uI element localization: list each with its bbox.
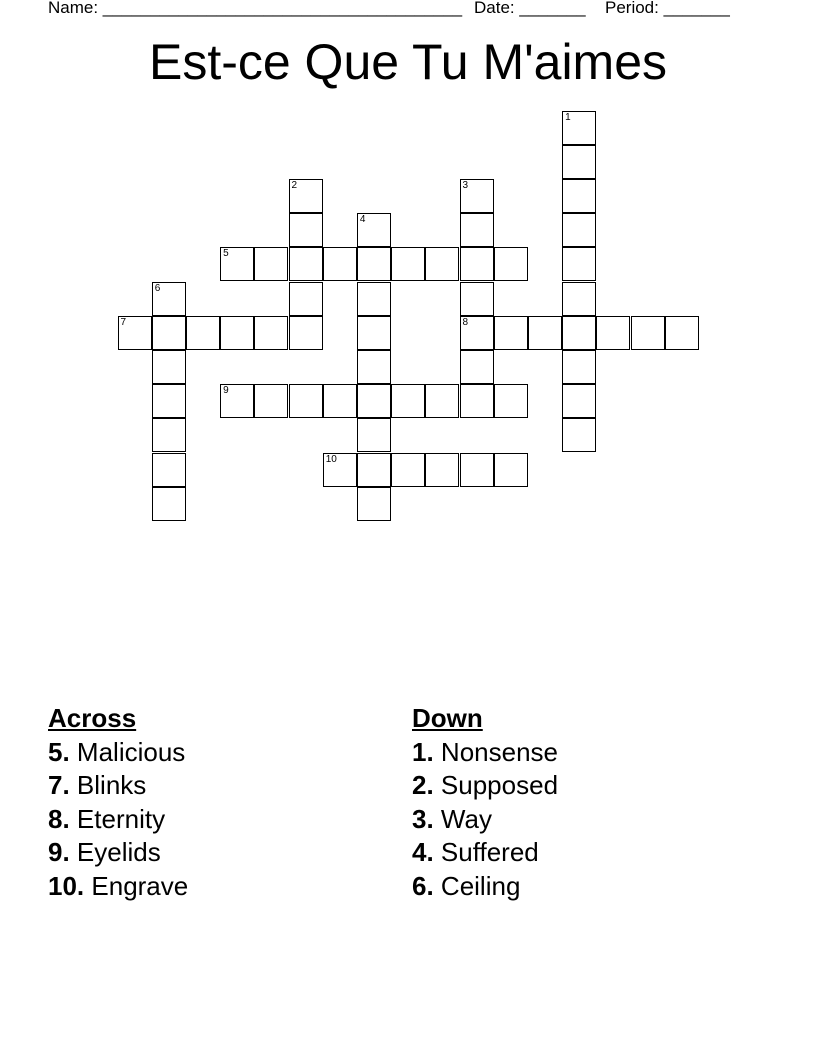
clue-text: Way — [440, 803, 492, 834]
clue-number-label: 8 — [462, 316, 469, 328]
crossword-cell[interactable] — [152, 453, 186, 487]
clue-across-9 — [48, 836, 188, 870]
clue-number: 1. — [412, 736, 434, 767]
crossword-cell[interactable] — [562, 179, 596, 213]
clue-down-4 — [412, 836, 558, 870]
clue-number-label: 7 — [120, 316, 127, 328]
crossword-cell[interactable] — [152, 316, 186, 350]
crossword-cell[interactable] — [152, 282, 186, 316]
clue-across-8 — [48, 803, 188, 837]
crossword-cell[interactable] — [562, 145, 596, 179]
clue-down-6 — [412, 870, 558, 904]
across-heading: Across — [48, 703, 137, 733]
clue-number: 3. — [412, 803, 434, 834]
crossword-cell[interactable] — [289, 213, 323, 247]
crossword-cell[interactable] — [323, 453, 357, 487]
crossword-cell[interactable] — [460, 384, 494, 418]
crossword-cell[interactable] — [494, 247, 528, 281]
crossword-cell[interactable] — [460, 350, 494, 384]
crossword-cell[interactable] — [562, 316, 596, 350]
crossword-cell[interactable] — [425, 384, 459, 418]
clue-down-1 — [412, 736, 558, 770]
crossword-cell[interactable] — [665, 316, 699, 350]
clue-text: Suffered — [440, 837, 539, 867]
crossword-cell[interactable] — [357, 247, 391, 281]
crossword-cell[interactable] — [460, 213, 494, 247]
crossword-cell[interactable] — [425, 453, 459, 487]
crossword-cell[interactable] — [289, 247, 323, 281]
clue-number-label: 3 — [462, 179, 469, 191]
date-field[interactable]: Date: _______ — [474, 0, 586, 17]
crossword-cell[interactable] — [357, 487, 391, 521]
across-clues — [48, 702, 188, 903]
clue-number: 8. — [48, 803, 70, 834]
name-field[interactable]: Name: ______________________________________ — [48, 0, 463, 17]
crossword-cell[interactable] — [220, 384, 254, 418]
crossword-cell[interactable] — [357, 316, 391, 350]
clue-text: Engrave — [91, 870, 189, 901]
page-title: Est-ce Que Tu M'aimes — [148, 34, 668, 90]
crossword-cell[interactable] — [460, 179, 494, 213]
crossword-cell[interactable] — [425, 247, 459, 281]
crossword-cell[interactable] — [357, 418, 391, 452]
crossword-cell[interactable] — [118, 316, 152, 350]
crossword-cell[interactable] — [494, 384, 528, 418]
clue-text: Malicious — [76, 736, 186, 767]
clue-number: 2. — [412, 770, 434, 800]
crossword-cell[interactable] — [460, 453, 494, 487]
clue-down-2 — [412, 769, 558, 803]
crossword-cell[interactable] — [460, 282, 494, 316]
clue-across-5 — [48, 736, 188, 770]
clue-text: Supposed — [440, 770, 559, 800]
clue-text: Blinks — [76, 770, 147, 800]
crossword-cell[interactable] — [152, 350, 186, 384]
crossword-cell[interactable] — [152, 487, 186, 521]
crossword-cell[interactable] — [357, 282, 391, 316]
crossword-cell[interactable] — [152, 384, 186, 418]
crossword-cell[interactable] — [596, 316, 630, 350]
crossword-cell[interactable] — [562, 247, 596, 281]
clue-number: 7. — [48, 770, 70, 800]
crossword-cell[interactable] — [186, 316, 220, 350]
period-field[interactable]: Period: _______ — [605, 0, 730, 17]
clue-across-7 — [48, 769, 188, 803]
crossword-cell[interactable] — [562, 282, 596, 316]
crossword-cell[interactable] — [528, 316, 562, 350]
clue-number-label: 10 — [325, 453, 337, 465]
crossword-cell[interactable] — [254, 384, 288, 418]
clue-number-label: 9 — [223, 385, 229, 397]
clue-number-label: 5 — [223, 248, 229, 260]
crossword-cell[interactable] — [391, 247, 425, 281]
clue-number: 9. — [48, 837, 70, 867]
crossword-cell[interactable] — [357, 350, 391, 384]
crossword-cell[interactable] — [289, 384, 323, 418]
crossword-cell[interactable] — [562, 111, 596, 145]
crossword-cell[interactable] — [254, 316, 288, 350]
crossword-cell[interactable] — [562, 418, 596, 452]
crossword-cell[interactable] — [323, 384, 357, 418]
clue-number: 5. — [48, 736, 70, 767]
clue-number-label: 6 — [154, 282, 161, 294]
clue-text: Eyelids — [76, 837, 161, 867]
crossword-cell[interactable] — [562, 350, 596, 384]
clue-text: Nonsense — [440, 736, 558, 767]
crossword-cell[interactable] — [391, 384, 425, 418]
crossword-cell[interactable] — [357, 384, 391, 418]
crossword-cell[interactable] — [357, 453, 391, 487]
crossword-cell[interactable] — [357, 213, 391, 247]
clue-number-label: 4 — [359, 214, 366, 226]
clue-number-label: 2 — [291, 179, 298, 191]
crossword-cell[interactable] — [562, 384, 596, 418]
crossword-cell[interactable] — [323, 247, 357, 281]
clue-number: 4. — [412, 837, 434, 867]
clue-text: Eternity — [76, 803, 166, 834]
crossword-cell[interactable] — [631, 316, 665, 350]
clue-number: 6. — [412, 870, 434, 901]
crossword-cell[interactable] — [391, 453, 425, 487]
crossword-cell[interactable] — [494, 316, 528, 350]
crossword-cell[interactable] — [289, 179, 323, 213]
crossword-cell[interactable] — [289, 282, 323, 316]
crossword-cell[interactable] — [220, 247, 254, 281]
crossword-cell[interactable] — [220, 316, 254, 350]
clue-text: Ceiling — [440, 870, 521, 901]
down-clues — [412, 702, 558, 903]
crossword-cell[interactable] — [562, 213, 596, 247]
crossword-cell[interactable] — [460, 316, 494, 350]
clue-number: 10. — [48, 870, 85, 901]
crossword-cell[interactable] — [152, 418, 186, 452]
clue-number-label: 1 — [565, 111, 571, 123]
down-heading: Down — [412, 703, 483, 733]
crossword-cell[interactable] — [254, 247, 288, 281]
crossword-cell[interactable] — [494, 453, 528, 487]
clue-across-10 — [48, 870, 188, 904]
crossword-cell[interactable] — [289, 316, 323, 350]
clue-down-3 — [412, 803, 558, 837]
crossword-cell[interactable] — [460, 247, 494, 281]
